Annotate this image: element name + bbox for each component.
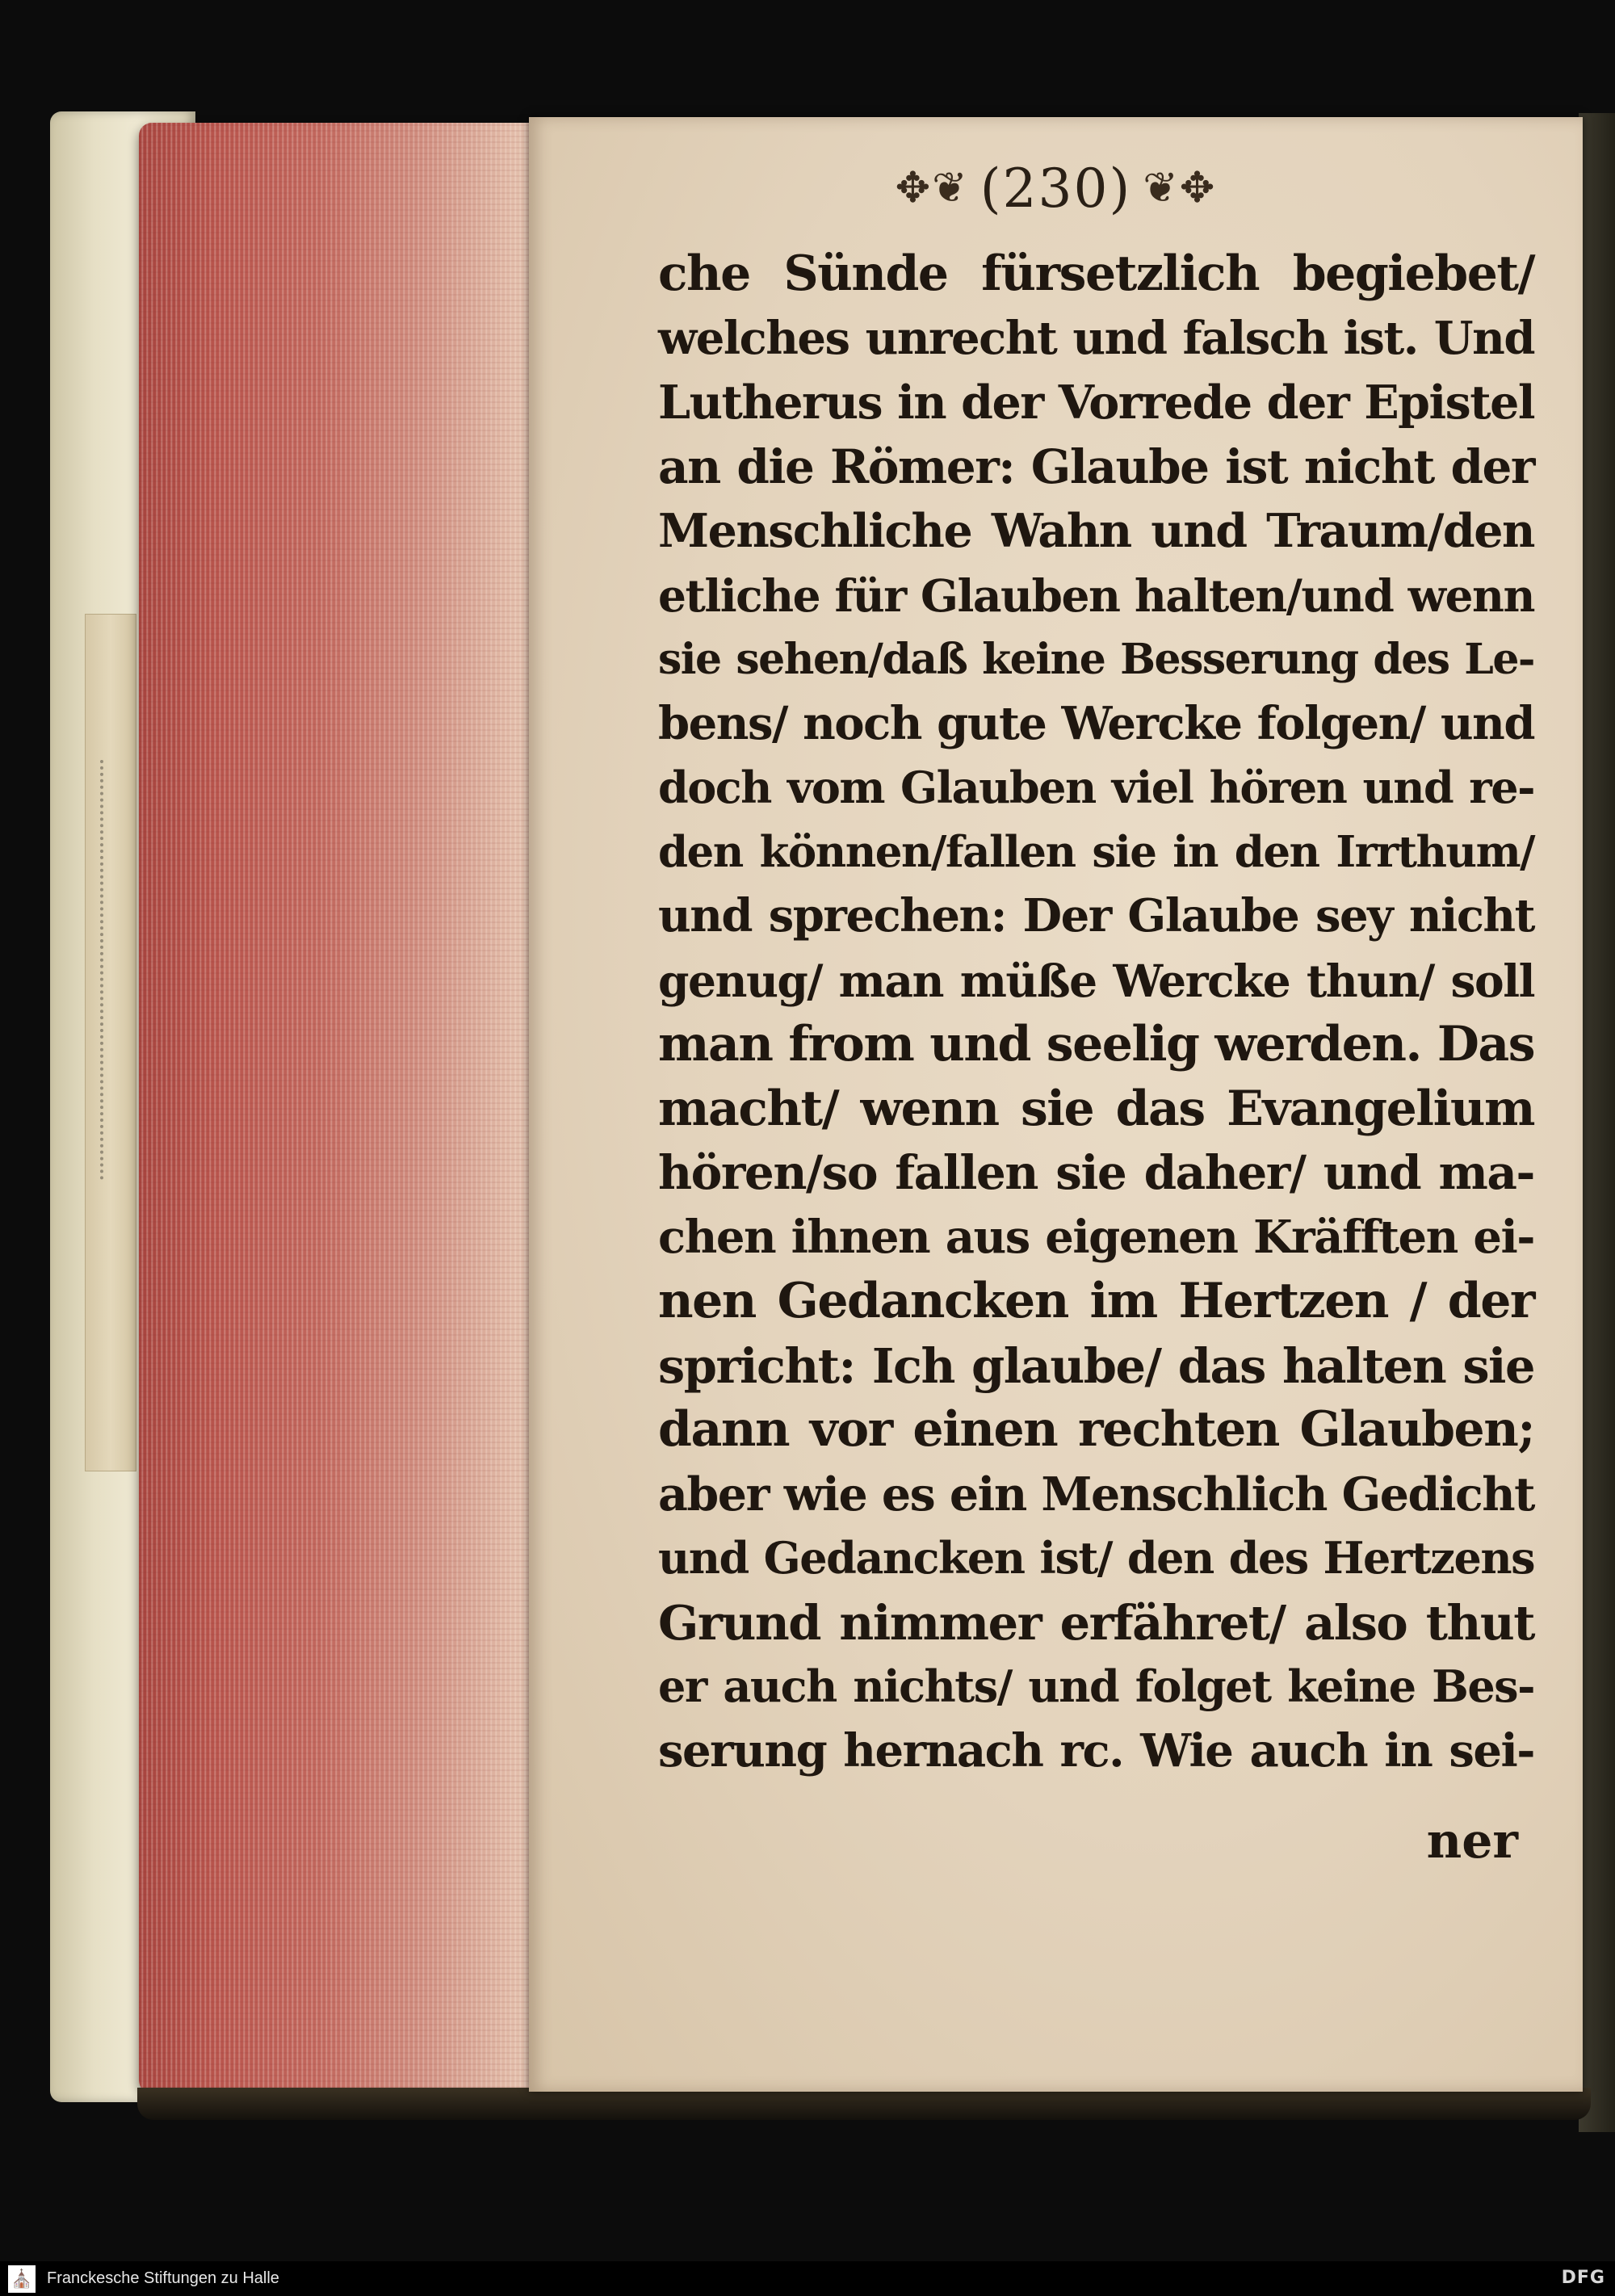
text-line: Menschliche Wahn und Traum/den (658, 504, 1534, 558)
text-block (658, 242, 1534, 1783)
text-line: hören/so fallen sie daher/ und ma- (658, 1145, 1534, 1200)
book-bottom-shadow (137, 2088, 1591, 2120)
page-number-text: (230) (979, 157, 1132, 220)
ornament-left-icon: ✥❦ (895, 164, 969, 212)
spine-label (85, 614, 136, 1471)
text-line: sie sehen/daß keine Besserung des Le- (658, 635, 1534, 684)
text-line: Lutherus in der Vorrede der Epistel (658, 376, 1534, 430)
funder-logo: DFG (1561, 2268, 1605, 2288)
institution-name: Franckesche Stiftungen zu Halle (47, 2269, 279, 2287)
text-line: dann vor einen rechten Glauben; (658, 1401, 1534, 1458)
footer-bar (0, 2261, 1615, 2296)
text-line: chen ihnen aus eigenen Kräfften ei- (658, 1210, 1534, 1264)
page-edges (139, 123, 535, 2093)
text-line: serung hernach rc. Wie auch in sei- (658, 1723, 1534, 1778)
text-line: macht/ wenn sie das Evangelium (658, 1080, 1534, 1137)
catchword: ner (1426, 1813, 1518, 1870)
page-number (529, 157, 1583, 220)
text-line: an die Römer: Glaube ist nicht der (658, 439, 1534, 494)
text-line: welches unrecht und falsch ist. Und (658, 311, 1534, 365)
text-line: etliche für Glauben halten/und wenn (658, 569, 1534, 622)
right-cover-edge (1579, 113, 1615, 2132)
text-line: man from und seelig werden. Das (658, 1016, 1534, 1072)
text-line: er auch nichts/ und folget keine Bes- (658, 1660, 1534, 1712)
text-line: che Sünde fürsetzlich begiebet/ (658, 246, 1534, 302)
text-line: spricht: Ich glaube/ das halten sie (658, 1337, 1534, 1394)
ornament-right-icon: ❦✥ (1143, 164, 1217, 212)
text-line: und Gedancken ist/ den des Hertzens (658, 1532, 1534, 1584)
text-line: nen Gedancken im Hertzen / der (658, 1273, 1534, 1329)
text-line: den können/fallen sie in den Irrthum/ (658, 826, 1534, 877)
text-line: aber wie es ein Menschlich Gedicht (658, 1467, 1534, 1522)
text-line: genug/ man müße Wercke thun/ soll (658, 954, 1534, 1007)
text-line: bens/ noch gute Wercke folgen/ und (658, 696, 1534, 750)
text-line: Grund nimmer erfähret/ also thut (658, 1594, 1534, 1651)
institution-logo-icon: ⛪ (8, 2265, 36, 2293)
book-page (529, 117, 1583, 2092)
text-line: doch vom Glauben viel hören und re- (658, 762, 1534, 813)
text-line: und sprechen: Der Glaube sey nicht (658, 889, 1534, 942)
